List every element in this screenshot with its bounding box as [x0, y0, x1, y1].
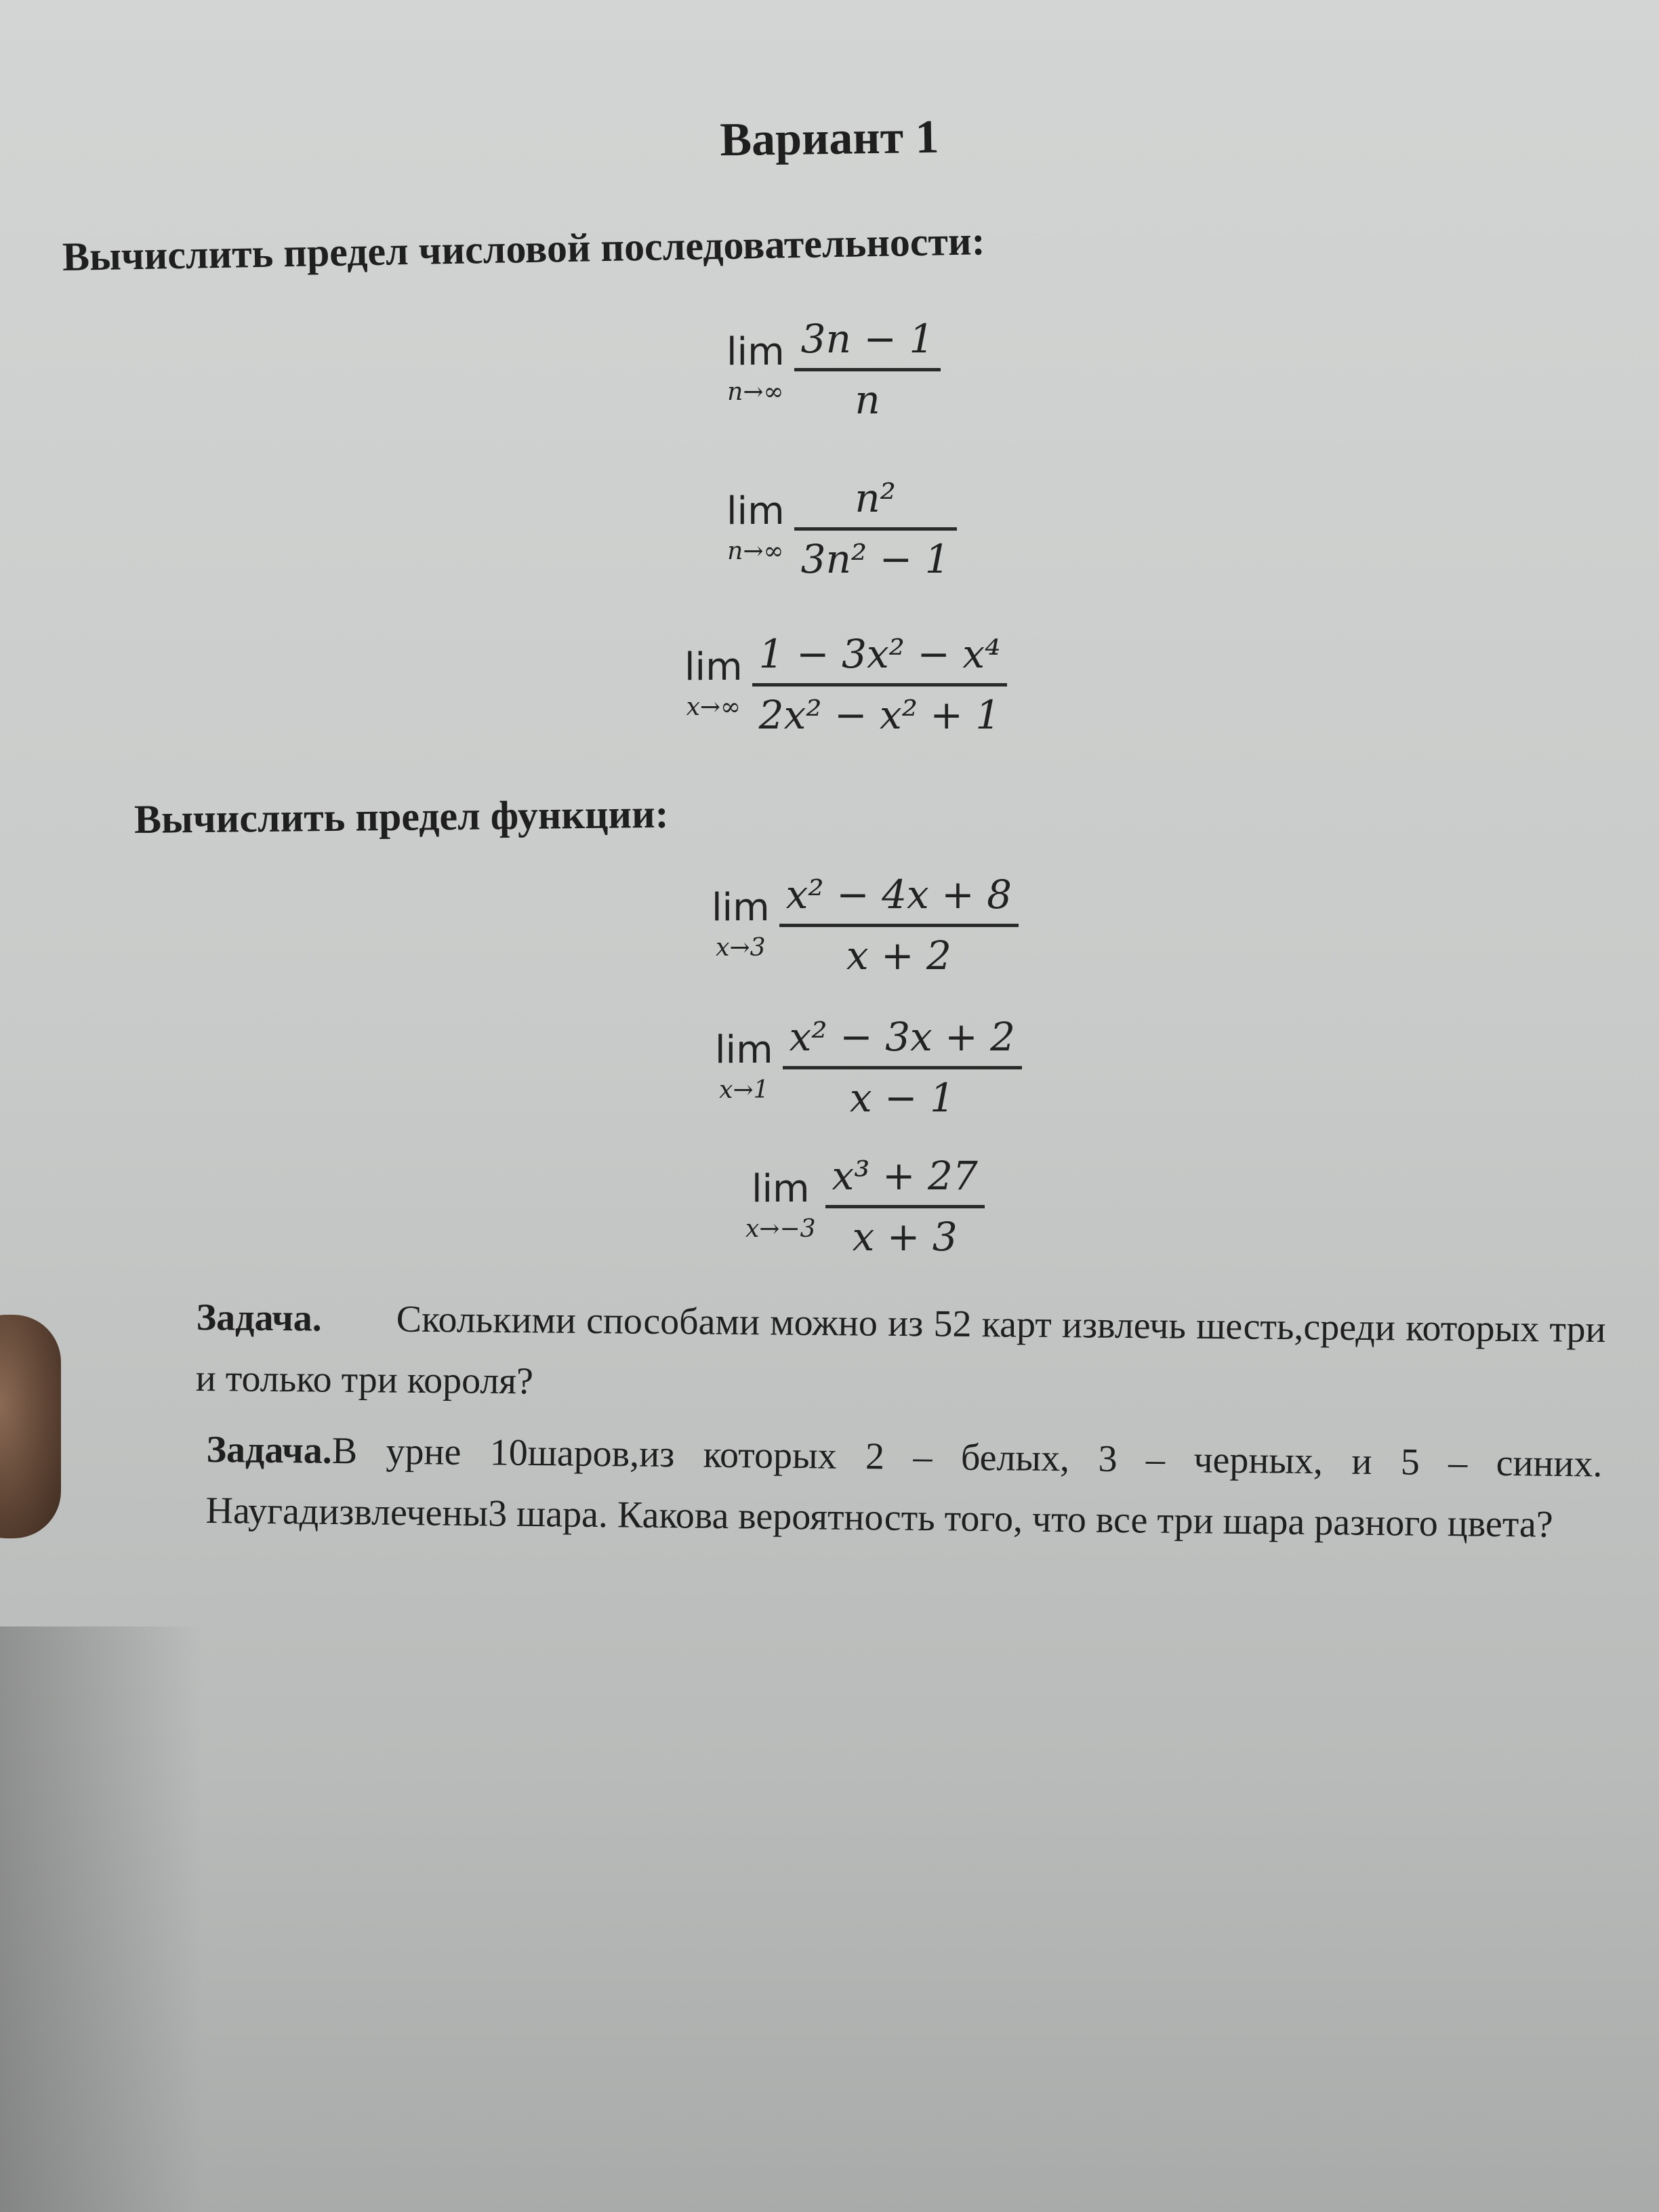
numerator: x² − 4x + 8: [785, 872, 1012, 918]
task-text: В урне 10шаров,из которых 2 – белых, 3 – черных, и 5 – синих. Наугадизвлечены3 шара. Какова вероятность того, что все три шара разного цвета?: [205, 1429, 1603, 1546]
denominator: x + 3: [852, 1213, 958, 1260]
fraction-bar: [794, 527, 957, 531]
task-label: Задача.: [196, 1296, 323, 1340]
numerator: x² − 3x + 2: [789, 1014, 1016, 1060]
fraction: [779, 874, 1019, 977]
lim-operator: [712, 885, 770, 962]
numerator: 1 − 3x² − x⁴: [758, 631, 1001, 677]
limit-formula: [745, 1155, 985, 1258]
lim-operator: [684, 644, 743, 721]
denominator: x + 2: [846, 932, 951, 979]
task-2: [205, 1420, 1603, 1556]
task-text: Сколькими способами можно из 52 карт извлечь шесть,среди которых три и только три короля?: [195, 1298, 1606, 1402]
task-1: [195, 1288, 1605, 1421]
denominator: x − 1: [849, 1074, 955, 1121]
lim-subscript: x→1: [719, 1076, 769, 1104]
lim-operator: [715, 1027, 773, 1104]
lim-word: lim: [684, 644, 743, 689]
fraction: [783, 1014, 1022, 1121]
lim-operator: [726, 329, 785, 406]
limit-formula: [726, 316, 941, 423]
page-title: Вариант 1: [719, 110, 940, 167]
fraction: [752, 631, 1008, 738]
fraction-bar: [794, 368, 941, 371]
lim-subscript: x→−3: [745, 1214, 816, 1243]
fraction: [794, 475, 957, 582]
lim-operator: [745, 1166, 816, 1243]
fraction: [825, 1155, 985, 1258]
denominator: 2x² − x² + 1: [758, 691, 1001, 738]
lim-word: lim: [726, 329, 785, 374]
numerator: x³ + 27: [832, 1153, 978, 1199]
fraction-bar: [779, 924, 1019, 927]
limit-formula: [684, 631, 1007, 738]
lim-word: lim: [712, 885, 770, 930]
numerator: 3n − 1: [800, 316, 935, 362]
fraction: [794, 316, 941, 423]
section1-heading: Вычислить предел числовой последовательности:: [62, 218, 986, 279]
numerator: n²: [855, 475, 896, 521]
section2-heading: Вычислить предел функции:: [134, 791, 669, 842]
denominator: n: [855, 376, 880, 423]
lim-subscript: x→3: [716, 933, 766, 962]
fraction-bar: [783, 1066, 1022, 1069]
lim-operator: [726, 489, 785, 565]
lim-subscript: x→∞: [686, 693, 741, 721]
limit-formula: [715, 1014, 1022, 1121]
task-label: Задача.: [206, 1428, 333, 1472]
limit-formula: [712, 874, 1019, 977]
lim-subscript: n→∞: [727, 537, 784, 565]
lim-subscript: n→∞: [727, 377, 784, 406]
fraction-bar: [752, 683, 1008, 687]
denominator: 3n² − 1: [800, 535, 950, 582]
shadow: [0, 1626, 203, 2212]
limit-formula: [726, 475, 957, 582]
thumb: [0, 1315, 61, 1538]
lim-word: lim: [751, 1166, 810, 1211]
lim-word: lim: [715, 1027, 773, 1072]
fraction-bar: [825, 1205, 985, 1208]
lim-word: lim: [726, 489, 785, 533]
